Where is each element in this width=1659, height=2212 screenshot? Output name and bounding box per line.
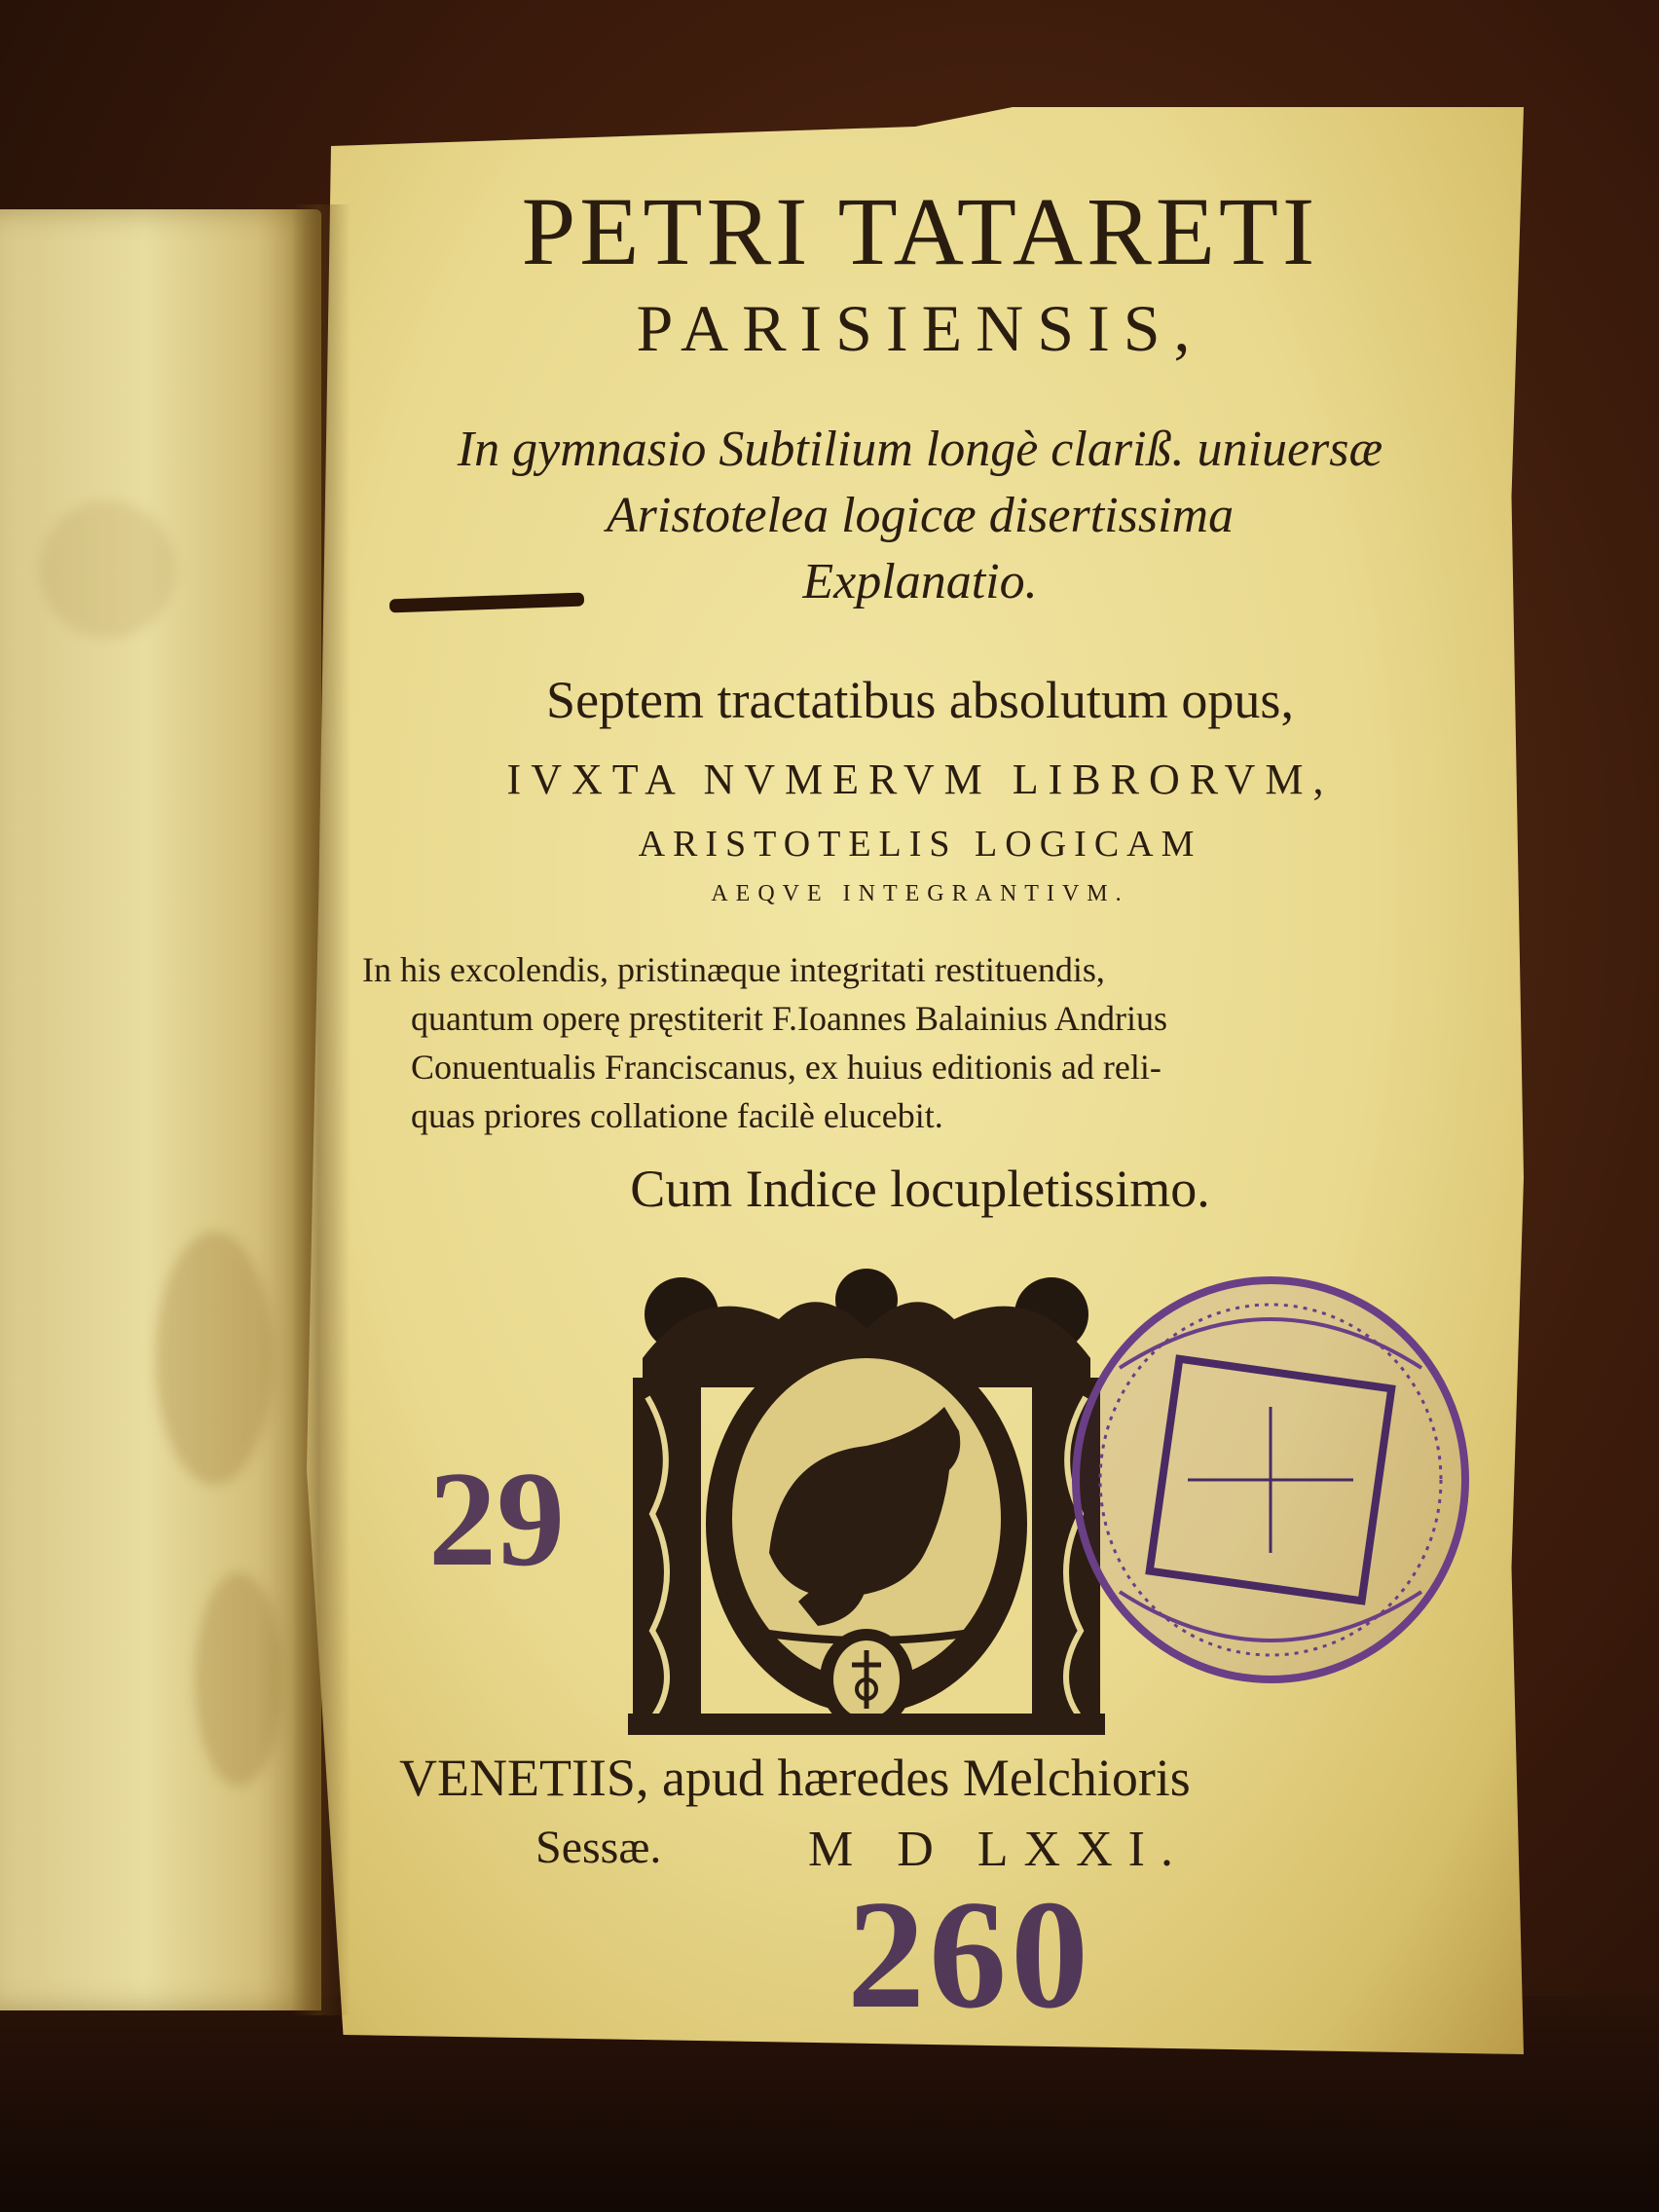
body-line-3: Conuentualis Franciscanus, ex huius editionis ad reli- (411, 1048, 1161, 1087)
index-line: Cum Indice locupletissimo. (630, 1160, 1210, 1218)
subtitle-line-2: Aristotelea logicæ disertissima (606, 488, 1235, 543)
body-line-4: quas priores collatione facilè elucebit. (411, 1096, 943, 1135)
imprint-line-2-place: Sessæ. (535, 1822, 662, 1873)
aeque-line: AEQVE INTEGRANTIVM. (711, 881, 1129, 906)
library-seal-stamp-icon (1061, 1271, 1480, 1689)
subtitle-line-1: In gymnasio Subtilium longè clariß. uniuersæ (457, 422, 1383, 477)
imprint-line-1: VENETIIS, apud hæredes Melchioris (399, 1749, 1191, 1807)
shelf-number-bottom: 260 (847, 1867, 1092, 2041)
author-line: PETRI TATARETI (521, 177, 1319, 285)
printer-device-woodcut-icon (623, 1261, 1110, 1738)
body-line-2: quantum operę pręstiterit F.Ioannes Balainius Andrius (411, 999, 1167, 1038)
city-line: PARISIENSIS, (636, 291, 1204, 365)
septem-line: Septem tractatibus absolutum opus, (546, 671, 1294, 729)
subtitle-line-3: Explanatio. (802, 554, 1038, 609)
iuxta-line: IVXTA NVMERVM LIBRORVM, (506, 756, 1334, 803)
shelf-number-left: 29 (428, 1444, 565, 1595)
body-line-1: In his excolendis, pristinæque integritati restituendis, (362, 950, 1105, 989)
aristotelis-line: ARISTOTELIS LOGICAM (638, 824, 1202, 865)
imprint-line-2-date: M D LXXI. (808, 1822, 1189, 1877)
left-flyleaf (0, 209, 321, 2010)
